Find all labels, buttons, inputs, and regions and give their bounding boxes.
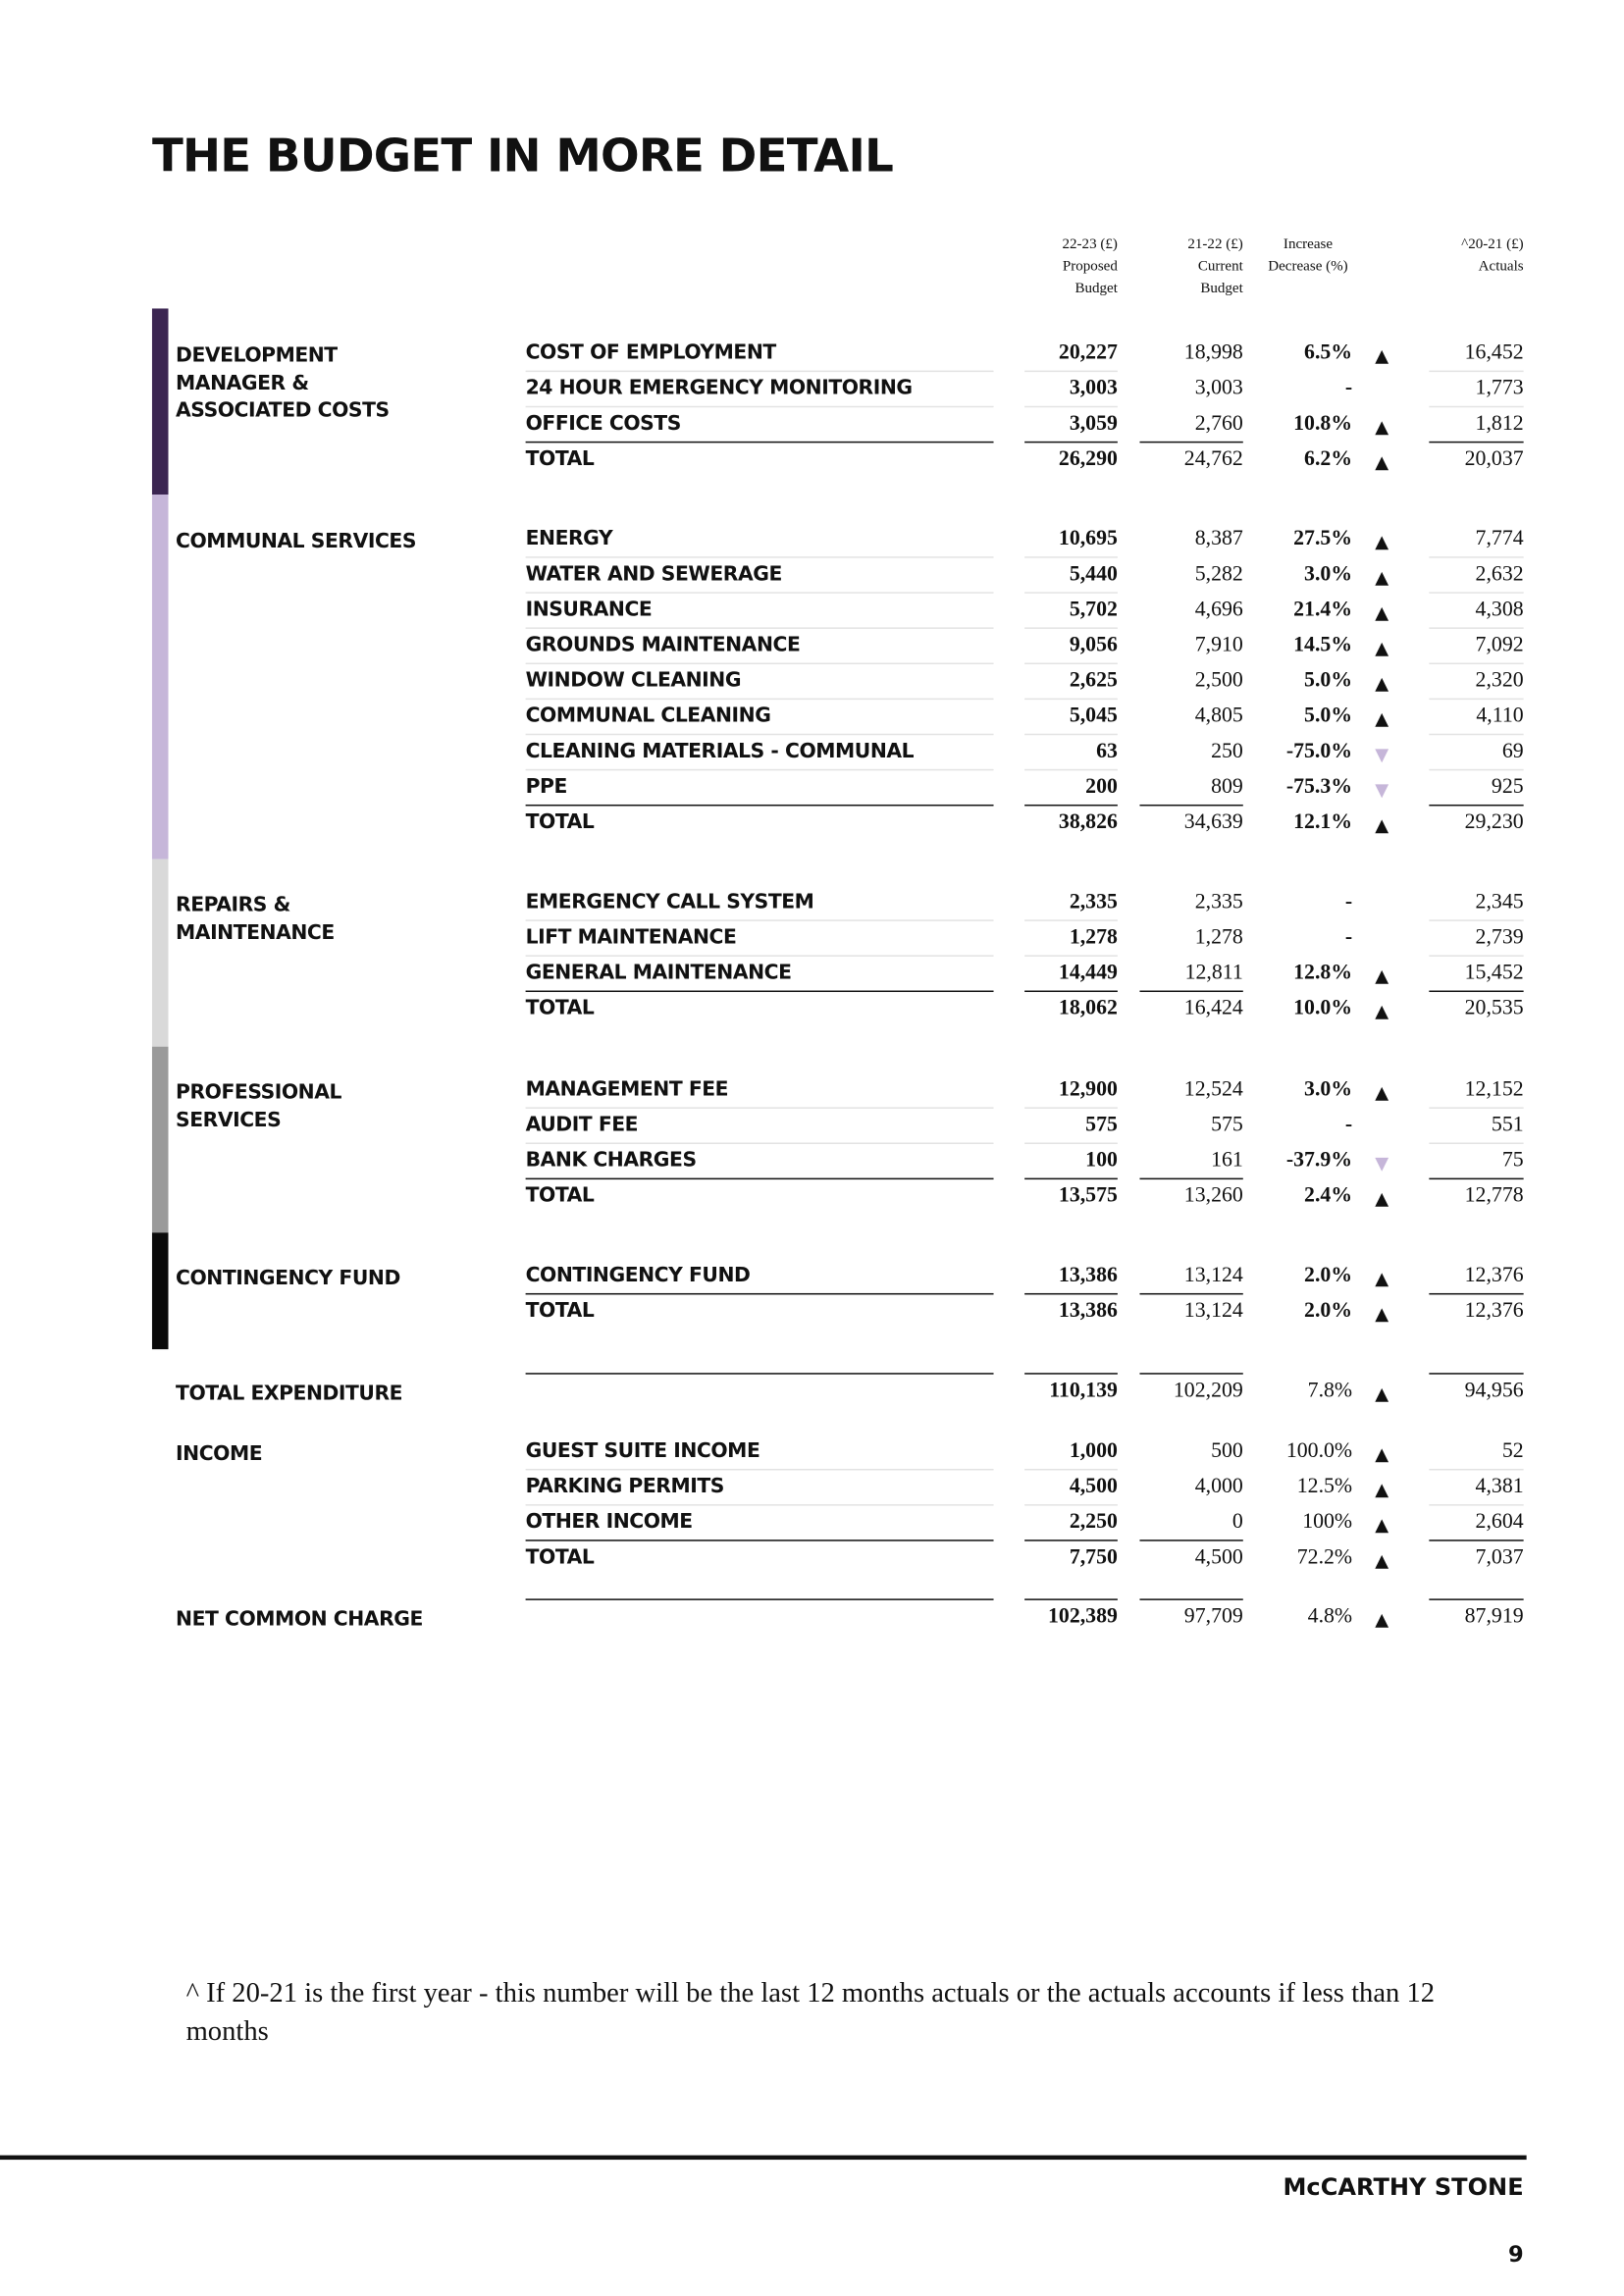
value-current: 18,998: [1183, 340, 1243, 365]
row-label: TOTAL: [525, 446, 595, 471]
section-bar-contingency: [152, 1232, 169, 1349]
page-number: 9: [1507, 2240, 1524, 2268]
row-label: ENERGY: [525, 527, 613, 551]
value-proposed: 18,062: [1058, 996, 1118, 1020]
row-divider: [1429, 919, 1523, 921]
value-actuals: 15,452: [1464, 961, 1524, 985]
value-current: 1,278: [1194, 925, 1243, 950]
value-current: 4,696: [1194, 598, 1243, 622]
header-actuals-line: Actuals: [1478, 258, 1524, 275]
increase-arrow-icon: ▲: [1375, 1081, 1389, 1103]
header-proposed-line: Budget: [1074, 280, 1118, 297]
row-label: GENERAL MAINTENANCE: [525, 961, 792, 985]
row-divider: [1024, 663, 1118, 665]
value-actuals: 1,812: [1475, 411, 1524, 436]
decrease-arrow-icon: ▼: [1375, 779, 1389, 801]
header-proposed-line: 22-23 (£): [1062, 235, 1118, 253]
row-divider: [526, 1598, 994, 1600]
value-actuals: 4,110: [1476, 704, 1524, 728]
increase-arrow-icon: ▲: [1375, 1479, 1389, 1500]
value-proposed: 5,702: [1069, 598, 1118, 622]
value-change: 27.5%: [1293, 527, 1353, 551]
value-current: 4,000: [1194, 1474, 1243, 1499]
value-change: -: [1344, 376, 1353, 400]
value-current: 2,760: [1194, 411, 1243, 436]
value-change: -75.3%: [1285, 774, 1353, 799]
value-actuals: 925: [1491, 774, 1524, 799]
row-divider: [1024, 955, 1118, 957]
row-divider: [1024, 991, 1118, 993]
value-actuals: 2,345: [1475, 890, 1524, 914]
value-actuals: 1,773: [1475, 376, 1524, 400]
category-communal: COMMUNAL SERVICES: [176, 530, 417, 554]
row-divider: [1139, 1373, 1242, 1375]
value-current: 575: [1211, 1113, 1243, 1137]
row-divider: [1429, 1469, 1523, 1471]
header-proposed-line: Proposed: [1062, 258, 1118, 275]
value-proposed: 26,290: [1058, 446, 1118, 471]
value-proposed: 12,900: [1058, 1077, 1118, 1102]
row-divider: [1139, 805, 1242, 807]
value-change: -: [1344, 890, 1353, 914]
category-income: INCOME: [176, 1441, 263, 1466]
value-change: -75.0%: [1285, 739, 1353, 763]
value-change: 12.8%: [1293, 961, 1353, 985]
increase-arrow-icon: ▲: [1375, 1608, 1389, 1630]
row-divider: [1024, 1293, 1118, 1295]
value-actuals: 7,037: [1475, 1545, 1524, 1570]
row-label: GUEST SUITE INCOME: [525, 1438, 760, 1463]
row-divider: [526, 1293, 994, 1295]
value-current: 500: [1211, 1438, 1243, 1463]
row-label: OTHER INCOME: [525, 1510, 693, 1535]
row-divider: [1139, 1293, 1242, 1295]
row-divider: [526, 627, 994, 629]
brand-name: McCARTHY STONE: [1283, 2172, 1524, 2202]
row-divider: [1429, 734, 1523, 736]
row-divider: [526, 769, 994, 771]
value-actuals: 20,535: [1464, 996, 1524, 1020]
row-divider: [1139, 991, 1242, 993]
header-proposed: [1019, 234, 1118, 300]
value-change: 6.2%: [1304, 446, 1353, 471]
row-label: TOTAL: [525, 1545, 595, 1570]
increase-arrow-icon: ▲: [1375, 673, 1389, 695]
increase-arrow-icon: ▲: [1375, 1514, 1389, 1536]
increase-arrow-icon: ▲: [1375, 1001, 1389, 1022]
row-label: EMERGENCY CALL SYSTEM: [525, 890, 814, 914]
row-divider: [1024, 699, 1118, 701]
value-proposed: 2,250: [1069, 1510, 1118, 1535]
header-change-line: Increase: [1283, 235, 1334, 253]
value-change: -: [1344, 925, 1353, 950]
value-proposed: 20,227: [1058, 340, 1118, 365]
value-current: 8,387: [1194, 527, 1243, 551]
row-label: BANK CHARGES: [525, 1148, 697, 1173]
row-label: CLEANING MATERIALS - COMMUNAL: [525, 739, 915, 763]
value-change: 3.0%: [1304, 1077, 1353, 1102]
value-actuals: 551: [1491, 1113, 1524, 1137]
value-change: 2.4%: [1304, 1183, 1353, 1208]
value-change: 3.0%: [1304, 562, 1353, 587]
value-proposed: 3,059: [1069, 411, 1118, 436]
page-title: THE BUDGET IN MORE DETAIL: [151, 130, 894, 183]
value-actuals: 2,320: [1475, 668, 1524, 693]
row-divider: [526, 1504, 994, 1506]
value-current: 4,805: [1194, 704, 1243, 728]
header-actuals: [1420, 234, 1523, 278]
value-change: 2.0%: [1304, 1298, 1353, 1324]
row-divider: [1024, 769, 1118, 771]
value-proposed: 200: [1085, 774, 1118, 799]
decrease-arrow-icon: ▼: [1375, 1153, 1389, 1174]
row-divider: [1429, 1178, 1523, 1180]
value-current: 24,762: [1183, 446, 1243, 471]
row-divider: [1024, 592, 1118, 594]
row-label: 24 HOUR EMERGENCY MONITORING: [525, 376, 913, 400]
row-label: CONTINGENCY FUND: [525, 1263, 751, 1287]
value-actuals: 12,778: [1464, 1183, 1524, 1208]
row-divider: [1139, 1178, 1242, 1180]
increase-arrow-icon: ▲: [1375, 814, 1389, 836]
value-proposed: 13,575: [1058, 1183, 1118, 1208]
value-change: 10.8%: [1293, 411, 1353, 436]
value-actuals: 20,037: [1464, 446, 1524, 471]
header-current-line: Current: [1197, 258, 1243, 275]
value-proposed: 13,386: [1058, 1298, 1118, 1324]
row-label: TOTAL: [525, 1298, 595, 1324]
row-divider: [526, 805, 994, 807]
value-actuals: 2,632: [1475, 562, 1524, 587]
value-current: 2,335: [1194, 890, 1243, 914]
value-current: 4,500: [1194, 1545, 1243, 1570]
value-change: 100.0%: [1285, 1438, 1353, 1463]
value-actuals: 12,376: [1464, 1263, 1524, 1287]
row-divider: [1429, 805, 1523, 807]
footnote: ^ If 20-21 is the first year - this number will be the last 12 months actuals or the actuals accounts if less than 12 months: [185, 1978, 1436, 2048]
row-divider: [526, 919, 994, 921]
section-bar-development: [152, 308, 169, 495]
category-professional: PROFESSIONAL SERVICES: [176, 1080, 342, 1132]
value-proposed: 110,139: [1049, 1379, 1118, 1403]
row-divider: [1429, 991, 1523, 993]
category-total-expenditure: TOTAL EXPENDITURE: [176, 1382, 403, 1406]
row-label: PARKING PERMITS: [525, 1474, 724, 1499]
row-label: INSURANCE: [525, 598, 653, 622]
row-divider: [1024, 1469, 1118, 1471]
header-current: [1139, 234, 1242, 300]
value-proposed: 100: [1085, 1148, 1118, 1173]
row-divider: [526, 371, 994, 373]
row-label: COST OF EMPLOYMENT: [525, 340, 776, 365]
row-divider: [1429, 371, 1523, 373]
row-divider: [526, 556, 994, 558]
row-divider: [526, 663, 994, 665]
row-divider: [1139, 1598, 1242, 1600]
value-current: 13,124: [1183, 1298, 1243, 1324]
row-divider: [1024, 1598, 1118, 1600]
row-divider: [526, 1178, 994, 1180]
value-proposed: 4,500: [1069, 1474, 1118, 1499]
section-bar-communal: [152, 495, 169, 860]
value-change: 4.8%: [1307, 1604, 1353, 1629]
row-divider: [1429, 1293, 1523, 1295]
row-divider: [526, 406, 994, 408]
section-bar-repairs: [152, 860, 169, 1047]
row-divider: [1429, 699, 1523, 701]
value-current: 7,910: [1194, 633, 1243, 657]
value-current: 12,811: [1184, 961, 1243, 985]
row-divider: [1024, 1539, 1118, 1541]
value-current: 16,424: [1183, 996, 1243, 1020]
increase-arrow-icon: ▲: [1375, 1443, 1389, 1465]
row-divider: [1429, 955, 1523, 957]
value-actuals: 75: [1501, 1148, 1524, 1173]
value-change: 5.0%: [1304, 704, 1353, 728]
value-change: 7.8%: [1307, 1379, 1353, 1403]
increase-arrow-icon: ▲: [1375, 965, 1389, 987]
value-proposed: 5,045: [1069, 704, 1118, 728]
value-change: 2.0%: [1304, 1263, 1353, 1287]
row-divider: [526, 442, 994, 444]
row-divider: [1429, 556, 1523, 558]
value-proposed: 3,003: [1069, 376, 1118, 400]
row-label: AUDIT FEE: [525, 1113, 639, 1137]
value-actuals: 2,739: [1475, 925, 1524, 950]
row-divider: [1429, 406, 1523, 408]
value-current: 13,260: [1183, 1183, 1243, 1208]
row-divider: [526, 1142, 994, 1144]
increase-arrow-icon: ▲: [1375, 531, 1389, 552]
value-change: 100%: [1302, 1510, 1353, 1535]
value-actuals: 7,092: [1475, 633, 1524, 657]
row-divider: [526, 699, 994, 701]
row-divider: [1024, 1142, 1118, 1144]
value-actuals: 87,919: [1464, 1604, 1524, 1629]
value-proposed: 10,695: [1058, 527, 1118, 551]
value-change: 12.5%: [1296, 1474, 1353, 1499]
increase-arrow-icon: ▲: [1375, 566, 1389, 588]
row-divider: [1024, 734, 1118, 736]
header-current-line: Budget: [1200, 280, 1243, 297]
row-divider: [1024, 627, 1118, 629]
row-divider: [1429, 663, 1523, 665]
category-net-common-charge: NET COMMON CHARGE: [176, 1607, 423, 1632]
increase-arrow-icon: ▲: [1375, 1188, 1389, 1210]
value-proposed: 38,826: [1058, 809, 1118, 835]
row-divider: [526, 955, 994, 957]
row-label: WATER AND SEWERAGE: [525, 562, 782, 587]
increase-arrow-icon: ▲: [1375, 708, 1389, 730]
row-divider: [1139, 442, 1242, 444]
value-proposed: 1,278: [1069, 925, 1118, 950]
value-change: 14.5%: [1293, 633, 1353, 657]
value-proposed: 13,386: [1058, 1263, 1118, 1287]
value-actuals: 2,604: [1475, 1510, 1524, 1535]
row-divider: [1024, 805, 1118, 807]
value-current: 102,209: [1173, 1379, 1243, 1403]
row-label: COMMUNAL CLEANING: [525, 704, 771, 728]
row-divider: [1024, 1107, 1118, 1109]
value-proposed: 7,750: [1069, 1545, 1118, 1570]
header-change: [1249, 234, 1367, 278]
increase-arrow-icon: ▲: [1375, 416, 1389, 438]
value-current: 34,639: [1183, 809, 1243, 835]
row-divider: [1429, 627, 1523, 629]
header-change-line: Decrease (%): [1268, 258, 1348, 275]
header-current-line: 21-22 (£): [1187, 235, 1243, 253]
row-divider: [1139, 1539, 1242, 1541]
row-divider: [1429, 592, 1523, 594]
value-actuals: 7,774: [1475, 527, 1524, 551]
row-divider: [1429, 1107, 1523, 1109]
value-proposed: 63: [1096, 739, 1118, 763]
row-divider: [1429, 1373, 1523, 1375]
row-divider: [526, 1107, 994, 1109]
value-actuals: 29,230: [1464, 809, 1524, 835]
row-label: TOTAL: [525, 809, 595, 835]
value-actuals: 94,956: [1464, 1379, 1524, 1403]
value-current: 97,709: [1183, 1604, 1243, 1629]
increase-arrow-icon: ▲: [1375, 637, 1389, 659]
value-current: 2,500: [1194, 668, 1243, 693]
value-current: 0: [1231, 1510, 1243, 1535]
increase-arrow-icon: ▲: [1375, 601, 1389, 623]
value-proposed: 9,056: [1069, 633, 1118, 657]
row-divider: [1024, 406, 1118, 408]
footer-rule: [0, 2156, 1527, 2161]
row-divider: [526, 1539, 994, 1541]
value-proposed: 2,625: [1069, 668, 1118, 693]
row-divider: [1429, 769, 1523, 771]
value-actuals: 12,152: [1464, 1077, 1524, 1102]
decrease-arrow-icon: ▼: [1375, 744, 1389, 765]
row-divider: [526, 1373, 994, 1375]
category-repairs: REPAIRS & MAINTENANCE: [176, 893, 335, 945]
header-actuals-line: ^20-21 (£): [1461, 235, 1524, 253]
value-actuals: 12,376: [1464, 1298, 1524, 1324]
row-divider: [1024, 1373, 1118, 1375]
section-bar-professional: [152, 1047, 169, 1233]
value-change: 21.4%: [1293, 598, 1353, 622]
row-label: TOTAL: [525, 996, 595, 1020]
row-label: GROUNDS MAINTENANCE: [525, 633, 801, 657]
value-change: -37.9%: [1285, 1148, 1353, 1173]
value-current: 12,524: [1183, 1077, 1243, 1102]
row-divider: [1429, 1504, 1523, 1506]
category-contingency: CONTINGENCY FUND: [176, 1266, 400, 1290]
value-actuals: 52: [1501, 1438, 1524, 1463]
value-change: 5.0%: [1304, 668, 1353, 693]
value-change: 6.5%: [1304, 340, 1353, 365]
value-proposed: 5,440: [1069, 562, 1118, 587]
row-divider: [1024, 556, 1118, 558]
value-actuals: 16,452: [1464, 340, 1524, 365]
value-actuals: 4,308: [1475, 598, 1524, 622]
value-change: -: [1344, 1113, 1353, 1137]
row-divider: [1024, 1504, 1118, 1506]
row-divider: [1024, 919, 1118, 921]
value-current: 809: [1211, 774, 1243, 799]
row-label: MANAGEMENT FEE: [525, 1077, 729, 1102]
value-current: 5,282: [1194, 562, 1243, 587]
row-divider: [526, 734, 994, 736]
value-change: 12.1%: [1293, 809, 1353, 835]
value-current: 250: [1211, 739, 1243, 763]
value-actuals: 69: [1501, 739, 1524, 763]
value-proposed: 1,000: [1069, 1438, 1118, 1463]
row-divider: [526, 991, 994, 993]
value-proposed: 14,449: [1058, 961, 1118, 985]
row-divider: [1024, 1178, 1118, 1180]
value-change: 10.0%: [1293, 996, 1353, 1020]
value-proposed: 2,335: [1069, 890, 1118, 914]
value-current: 161: [1211, 1148, 1243, 1173]
increase-arrow-icon: ▲: [1375, 345, 1389, 367]
increase-arrow-icon: ▲: [1375, 451, 1389, 473]
value-actuals: 4,381: [1475, 1474, 1524, 1499]
increase-arrow-icon: ▲: [1375, 1268, 1389, 1289]
increase-arrow-icon: ▲: [1375, 1549, 1389, 1571]
row-divider: [1429, 442, 1523, 444]
row-divider: [1429, 1142, 1523, 1144]
row-divider: [1024, 371, 1118, 373]
row-divider: [526, 1469, 994, 1471]
increase-arrow-icon: ▲: [1375, 1303, 1389, 1325]
value-change: 72.2%: [1296, 1545, 1353, 1570]
value-current: 3,003: [1194, 376, 1243, 400]
value-current: 13,124: [1183, 1263, 1243, 1287]
row-divider: [1429, 1539, 1523, 1541]
row-label: PPE: [525, 774, 567, 799]
row-label: TOTAL: [525, 1183, 595, 1208]
row-divider: [1429, 1598, 1523, 1600]
row-divider: [526, 592, 994, 594]
value-proposed: 102,389: [1048, 1604, 1118, 1629]
row-label: LIFT MAINTENANCE: [525, 925, 737, 950]
row-label: WINDOW CLEANING: [525, 668, 742, 693]
value-proposed: 575: [1085, 1113, 1118, 1137]
row-divider: [1024, 442, 1118, 444]
increase-arrow-icon: ▲: [1375, 1383, 1389, 1404]
category-development: DEVELOPMENT MANAGER & ASSOCIATED COSTS: [176, 343, 390, 423]
row-label: OFFICE COSTS: [525, 411, 681, 436]
